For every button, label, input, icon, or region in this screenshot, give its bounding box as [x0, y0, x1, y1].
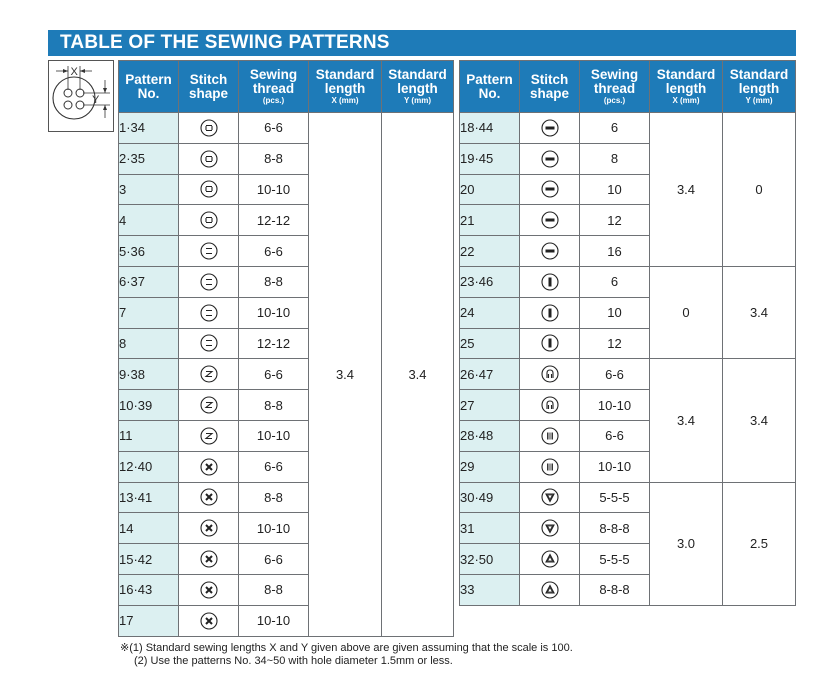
- header-length-y: Standard length Y (mm): [382, 61, 454, 113]
- sewing-thread: 8-8: [239, 482, 309, 513]
- length-x: 3.0: [650, 482, 723, 605]
- pattern-number: 14: [119, 513, 179, 544]
- sewing-thread: 10-10: [239, 513, 309, 544]
- stitch-shape: [179, 482, 239, 513]
- four-hole-cross-stitch-icon: [200, 150, 218, 168]
- stitch-shape: [520, 113, 580, 144]
- sewing-thread: 6-6: [239, 113, 309, 144]
- stitch-shape: [520, 390, 580, 421]
- four-hole-x-stitch-icon: [200, 550, 218, 568]
- two-hole-horizontal-stitch-icon: [541, 211, 559, 229]
- pattern-number: 7: [119, 297, 179, 328]
- header-stitch-shape: Stitch shape: [520, 61, 580, 113]
- three-hole-down-triangle-icon: [541, 488, 559, 506]
- four-hole-x-stitch-icon: [200, 488, 218, 506]
- four-hole-z-stitch-icon: [200, 427, 218, 445]
- sewing-thread: 10-10: [580, 390, 650, 421]
- four-hole-x-stitch-icon: [200, 581, 218, 599]
- pattern-number: 19·45: [460, 143, 520, 174]
- sewing-thread: 10: [580, 174, 650, 205]
- sewing-thread: 6-6: [580, 359, 650, 390]
- two-hole-vertical-stitch-icon: [541, 273, 559, 291]
- header-pattern-no: Pattern No.: [460, 61, 520, 113]
- pattern-number: 12·40: [119, 451, 179, 482]
- pattern-number: 2·35: [119, 143, 179, 174]
- stitch-shape: [179, 451, 239, 482]
- sewing-thread: 10: [580, 297, 650, 328]
- pattern-number: 31: [460, 513, 520, 544]
- three-hole-up-triangle-icon: [541, 550, 559, 568]
- footnote-2: (2) Use the patterns No. 34~50 with hole diameter 1.5mm or less.: [134, 655, 453, 667]
- sewing-thread: 5-5-5: [580, 482, 650, 513]
- four-hole-parallel-stitch-icon: [200, 273, 218, 291]
- sewing-thread: 6: [580, 266, 650, 297]
- length-x: 3.4: [650, 113, 723, 267]
- table-row: [460, 266, 796, 297]
- length-y: 0: [723, 113, 796, 267]
- two-pair-arch-stitch-icon: [541, 365, 559, 383]
- stitch-shape: [179, 390, 239, 421]
- stitch-shape: [520, 544, 580, 575]
- stitch-shape: [520, 482, 580, 513]
- four-hole-x-stitch-icon: [200, 612, 218, 630]
- stitch-shape: [520, 420, 580, 451]
- sewing-thread: 6-6: [239, 451, 309, 482]
- four-hole-parallel-stitch-icon: [200, 334, 218, 352]
- length-x: 3.4: [309, 113, 382, 637]
- two-hole-horizontal-stitch-icon: [541, 180, 559, 198]
- footnote-1: ※(1) Standard sewing lengths X and Y given above are given assuming that the scale is 100.: [120, 642, 573, 654]
- length-x: 3.4: [650, 359, 723, 482]
- pattern-number: 1·34: [119, 113, 179, 144]
- header-sewing-thread: Sewing thread (pcs.): [239, 61, 309, 113]
- stitch-shape: [520, 266, 580, 297]
- pattern-number: 26·47: [460, 359, 520, 390]
- four-hole-x-stitch-icon: [200, 458, 218, 476]
- four-hole-z-stitch-icon: [200, 396, 218, 414]
- pattern-number: 3: [119, 174, 179, 205]
- header-sewing-thread: Sewing thread (pcs.): [580, 61, 650, 113]
- stitch-shape: [179, 297, 239, 328]
- table-row: [460, 482, 796, 513]
- footnotes: [120, 642, 573, 668]
- sewing-thread: 12-12: [239, 205, 309, 236]
- sewing-thread: 6-6: [239, 359, 309, 390]
- stitch-shape: [179, 205, 239, 236]
- stitch-shape: [179, 420, 239, 451]
- stitch-shape: [520, 574, 580, 605]
- pattern-number: 10·39: [119, 390, 179, 421]
- header-pattern-no: Pattern No.: [119, 61, 179, 113]
- length-y: 3.4: [723, 266, 796, 358]
- right-pattern-table: [459, 60, 796, 606]
- sewing-thread: 12: [580, 205, 650, 236]
- header-length-x: Standard length X (mm): [309, 61, 382, 113]
- stitch-shape: [520, 297, 580, 328]
- stitch-shape: [520, 451, 580, 482]
- stitch-shape: [520, 328, 580, 359]
- pattern-number: 28·48: [460, 420, 520, 451]
- length-y: 2.5: [723, 482, 796, 605]
- header-stitch-shape: Stitch shape: [179, 61, 239, 113]
- stitch-shape: [179, 266, 239, 297]
- two-hole-horizontal-stitch-icon: [541, 242, 559, 260]
- sewing-thread: 10-10: [239, 605, 309, 636]
- four-hole-x-stitch-icon: [200, 519, 218, 537]
- stitch-shape: [179, 513, 239, 544]
- pattern-number: 23·46: [460, 266, 520, 297]
- table-row: [119, 113, 454, 144]
- sewing-thread: 8-8: [239, 390, 309, 421]
- sewing-thread: 8-8: [239, 143, 309, 174]
- table-row: [460, 359, 796, 390]
- stitch-shape: [520, 205, 580, 236]
- pattern-number: 5·36: [119, 236, 179, 267]
- four-hole-z-stitch-icon: [200, 365, 218, 383]
- length-y: 3.4: [723, 359, 796, 482]
- stitch-shape: [179, 236, 239, 267]
- length-x: 0: [650, 266, 723, 358]
- three-hole-up-triangle-icon: [541, 581, 559, 599]
- table-row: [460, 113, 796, 144]
- sewing-thread: 12: [580, 328, 650, 359]
- pattern-number: 8: [119, 328, 179, 359]
- diagram-x-label: X: [70, 66, 78, 78]
- four-hole-parallel-stitch-icon: [200, 304, 218, 322]
- sewing-thread: 10-10: [580, 451, 650, 482]
- sewing-thread: 10-10: [239, 297, 309, 328]
- pattern-number: 16·43: [119, 574, 179, 605]
- sewing-thread: 8: [580, 143, 650, 174]
- stitch-shape: [179, 328, 239, 359]
- sewing-thread: 8-8: [239, 574, 309, 605]
- pattern-number: 24: [460, 297, 520, 328]
- pattern-number: 21: [460, 205, 520, 236]
- two-hole-vertical-stitch-icon: [541, 304, 559, 322]
- stitch-shape: [179, 113, 239, 144]
- sewing-thread: 10-10: [239, 420, 309, 451]
- two-hole-horizontal-stitch-icon: [541, 119, 559, 137]
- pattern-number: 27: [460, 390, 520, 421]
- sewing-thread: 16: [580, 236, 650, 267]
- button-dimension-diagram: [48, 60, 114, 132]
- four-hole-cross-stitch-icon: [200, 211, 218, 229]
- pattern-number: 22: [460, 236, 520, 267]
- page-title: TABLE OF THE SEWING PATTERNS: [48, 30, 796, 56]
- three-hole-down-triangle-icon: [541, 519, 559, 537]
- sewing-thread: 6-6: [580, 420, 650, 451]
- pattern-number: 30·49: [460, 482, 520, 513]
- sewing-thread: 10-10: [239, 174, 309, 205]
- pattern-number: 13·41: [119, 482, 179, 513]
- pattern-number: 20: [460, 174, 520, 205]
- left-pattern-table: [118, 60, 454, 637]
- sewing-thread: 5-5-5: [580, 544, 650, 575]
- sewing-thread: 6-6: [239, 236, 309, 267]
- diagram-y-label: Y: [92, 94, 100, 106]
- stitch-shape: [520, 174, 580, 205]
- stitch-shape: [520, 513, 580, 544]
- pattern-number: 11: [119, 420, 179, 451]
- stitch-shape: [520, 143, 580, 174]
- sewing-thread: 6: [580, 113, 650, 144]
- pattern-number: 18·44: [460, 113, 520, 144]
- sewing-thread: 8-8-8: [580, 574, 650, 605]
- four-hole-cross-stitch-icon: [200, 180, 218, 198]
- length-y: 3.4: [382, 113, 454, 637]
- stitch-shape: [179, 174, 239, 205]
- four-hole-parallel-stitch-icon: [200, 242, 218, 260]
- two-hole-horizontal-stitch-icon: [541, 150, 559, 168]
- sewing-thread: 8-8: [239, 266, 309, 297]
- two-pair-vertical-stitch-icon: [541, 458, 559, 476]
- header-length-x: Standard length X (mm): [650, 61, 723, 113]
- stitch-shape: [179, 574, 239, 605]
- two-pair-vertical-stitch-icon: [541, 427, 559, 445]
- pattern-number: 17: [119, 605, 179, 636]
- stitch-shape: [179, 359, 239, 390]
- stitch-shape: [520, 236, 580, 267]
- stitch-shape: [520, 359, 580, 390]
- four-hole-cross-stitch-icon: [200, 119, 218, 137]
- pattern-number: 29: [460, 451, 520, 482]
- two-hole-vertical-stitch-icon: [541, 334, 559, 352]
- pattern-number: 32·50: [460, 544, 520, 575]
- pattern-number: 4: [119, 205, 179, 236]
- sewing-thread: 12-12: [239, 328, 309, 359]
- two-pair-arch-stitch-icon: [541, 396, 559, 414]
- pattern-number: 9·38: [119, 359, 179, 390]
- pattern-number: 33: [460, 574, 520, 605]
- stitch-shape: [179, 143, 239, 174]
- header-length-y: Standard length Y (mm): [723, 61, 796, 113]
- stitch-shape: [179, 605, 239, 636]
- pattern-number: 15·42: [119, 544, 179, 575]
- stitch-shape: [179, 544, 239, 575]
- pattern-number: 6·37: [119, 266, 179, 297]
- sewing-thread: 6-6: [239, 544, 309, 575]
- pattern-number: 25: [460, 328, 520, 359]
- sewing-thread: 8-8-8: [580, 513, 650, 544]
